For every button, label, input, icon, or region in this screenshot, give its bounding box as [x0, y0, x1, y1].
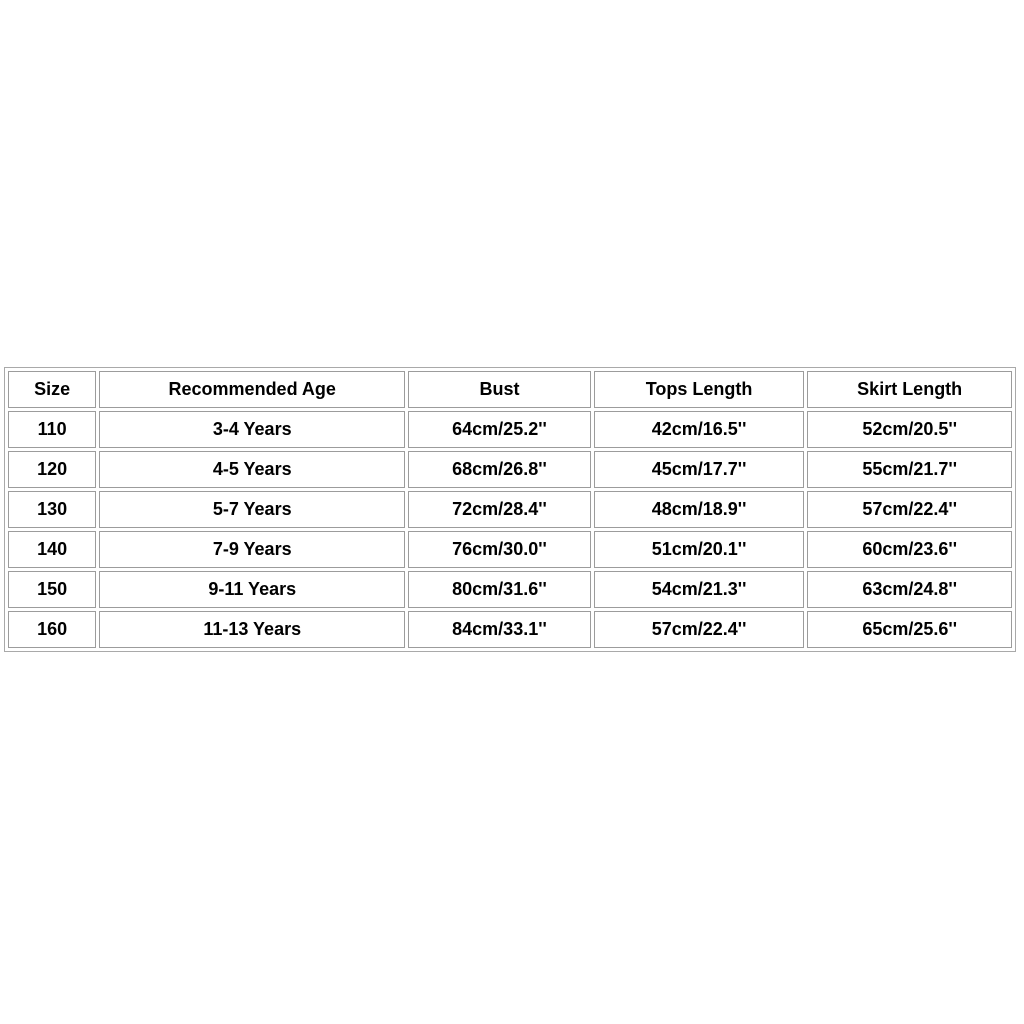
column-header-bust: Bust	[408, 371, 591, 408]
table-row	[8, 611, 1012, 648]
cell-skirt-length: 55cm/21.7''	[807, 451, 1012, 488]
table-row	[8, 411, 1012, 448]
cell-bust: 68cm/26.8''	[408, 451, 591, 488]
cell-skirt-length: 65cm/25.6''	[807, 611, 1012, 648]
cell-skirt-length: 57cm/22.4''	[807, 491, 1012, 528]
table-row	[8, 491, 1012, 528]
cell-size: 160	[8, 611, 96, 648]
cell-tops-length: 54cm/21.3''	[594, 571, 805, 608]
cell-size: 150	[8, 571, 96, 608]
cell-bust: 84cm/33.1''	[408, 611, 591, 648]
cell-tops-length: 48cm/18.9''	[594, 491, 805, 528]
cell-size: 110	[8, 411, 96, 448]
column-header-tops-length: Tops Length	[594, 371, 805, 408]
column-header-recommended-age: Recommended Age	[99, 371, 405, 408]
cell-tops-length: 45cm/17.7''	[594, 451, 805, 488]
size-chart-table	[4, 367, 1016, 652]
cell-bust: 76cm/30.0''	[408, 531, 591, 568]
cell-recommended-age: 4-5 Years	[99, 451, 405, 488]
cell-skirt-length: 52cm/20.5''	[807, 411, 1012, 448]
table-row	[8, 451, 1012, 488]
cell-size: 120	[8, 451, 96, 488]
cell-recommended-age: 7-9 Years	[99, 531, 405, 568]
column-header-skirt-length: Skirt Length	[807, 371, 1012, 408]
cell-tops-length: 51cm/20.1''	[594, 531, 805, 568]
table-row	[8, 571, 1012, 608]
cell-size: 130	[8, 491, 96, 528]
cell-recommended-age: 9-11 Years	[99, 571, 405, 608]
cell-size: 140	[8, 531, 96, 568]
cell-recommended-age: 3-4 Years	[99, 411, 405, 448]
column-header-size: Size	[8, 371, 96, 408]
table-row	[8, 531, 1012, 568]
cell-skirt-length: 60cm/23.6''	[807, 531, 1012, 568]
cell-bust: 64cm/25.2''	[408, 411, 591, 448]
cell-tops-length: 42cm/16.5''	[594, 411, 805, 448]
table-header-row	[8, 371, 1012, 408]
cell-skirt-length: 63cm/24.8''	[807, 571, 1012, 608]
cell-tops-length: 57cm/22.4''	[594, 611, 805, 648]
cell-bust: 80cm/31.6''	[408, 571, 591, 608]
cell-recommended-age: 11-13 Years	[99, 611, 405, 648]
cell-bust: 72cm/28.4''	[408, 491, 591, 528]
cell-recommended-age: 5-7 Years	[99, 491, 405, 528]
